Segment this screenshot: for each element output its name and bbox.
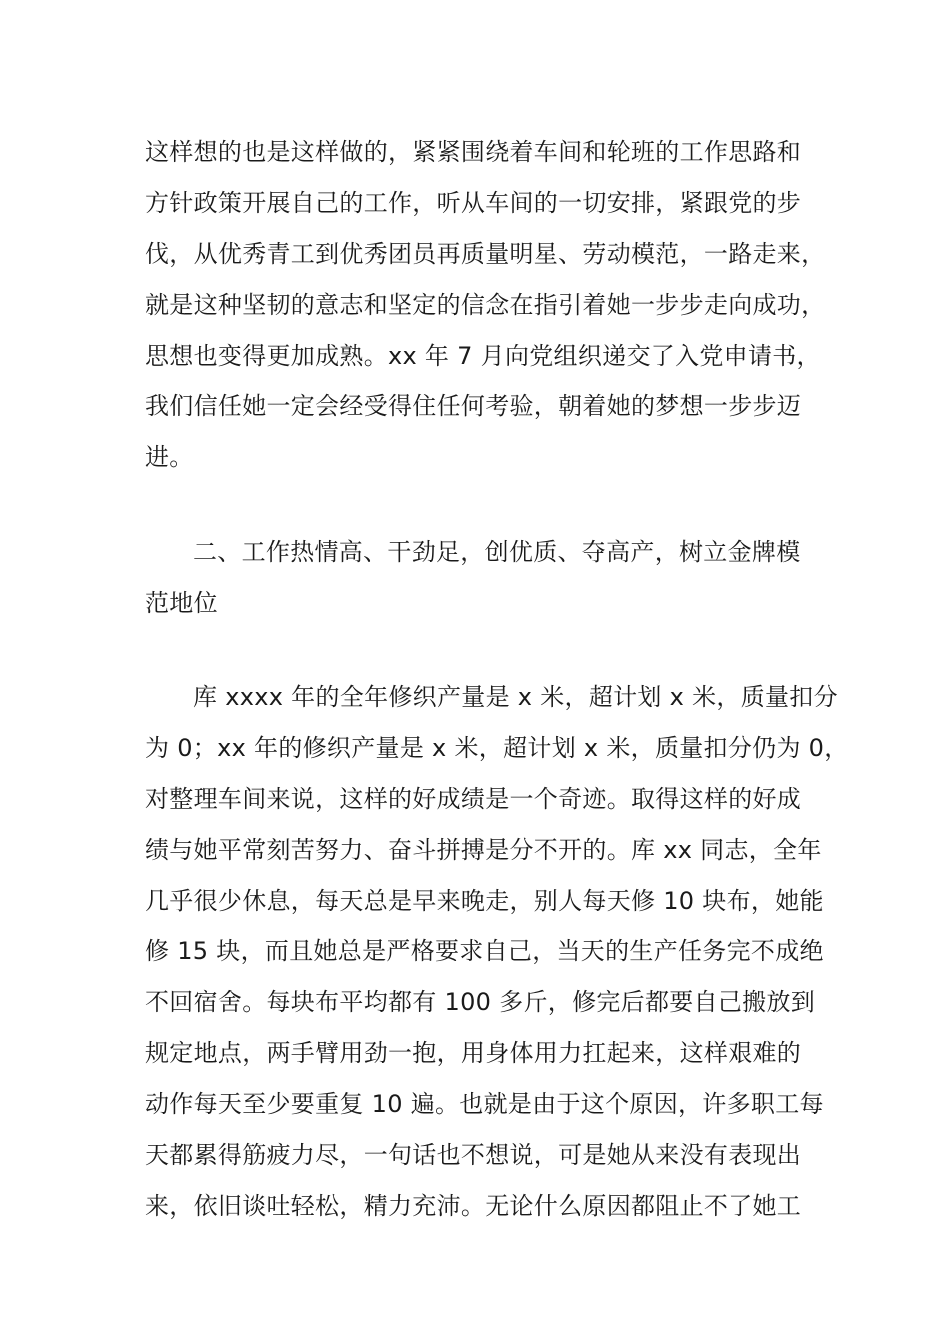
text-line: 对整理车间来说，这样的好成绩是一个奇迹。取得这样的好成: [145, 784, 802, 813]
text-line: 进。: [145, 443, 194, 472]
heading-line: 二、工作热情高、干劲足，创优质、夺高产，树立金牌模: [193, 538, 801, 566]
text-line: 规定地点，两手臂用劲一抱，用身体用力扛起来，这样艰难的: [145, 1039, 802, 1068]
paragraph-body: [145, 672, 849, 1232]
text-line: 我们信任她一定会经受得住任何考验，朝着她的梦想一步步迈: [145, 392, 802, 421]
text-line: 不回宿舍。每块布平均都有 100 多斤，修完后都要自己搬放到: [145, 988, 816, 1017]
text-line: 伐，从优秀青工到优秀团员再质量明星、劳动模范，一路走来，: [145, 239, 826, 268]
text-line: 思想也变得更加成熟。xx 年 7 月向党组织递交了入党申请书，: [145, 341, 821, 370]
text-line: 这样想的也是这样做的，紧紧围绕着车间和轮班的工作思路和: [145, 138, 802, 166]
text-line: 修 15 块，而且她总是严格要求自己，当天的生产任务完不成绝: [145, 937, 824, 966]
text-line: 天都累得筋疲力尽，一句话也不想说，可是她从来没有表现出: [145, 1141, 802, 1170]
text-line: 方针政策开展自己的工作，听从车间的一切安排，紧跟党的步: [145, 188, 802, 217]
text-line: 库 xxxx 年的全年修织产量是 x 米，超计划 x 米，质量扣分: [193, 683, 838, 711]
section-heading: [145, 527, 825, 629]
text-line: 动作每天至少要重复 10 遍。也就是由于这个原因，许多职工每: [145, 1090, 824, 1119]
text-line: 为 0；xx 年的修织产量是 x 米，超计划 x 米，质量扣分仍为 0，: [145, 733, 849, 762]
text-line: 就是这种坚韧的意志和坚定的信念在指引着她一步步走向成功，: [145, 290, 826, 319]
heading-line: 范地位: [145, 588, 218, 617]
paragraph-continuation: [145, 127, 825, 483]
text-line: 几乎很少休息，每天总是早来晚走，别人每天修 10 块布，她能: [145, 886, 824, 915]
text-line: 来，依旧谈吐轻松，精力充沛。无论什么原因都阻止不了她工: [145, 1191, 802, 1220]
text-line: 绩与她平常刻苦努力、奋斗拼搏是分不开的。库 xx 同志，全年: [145, 835, 822, 864]
